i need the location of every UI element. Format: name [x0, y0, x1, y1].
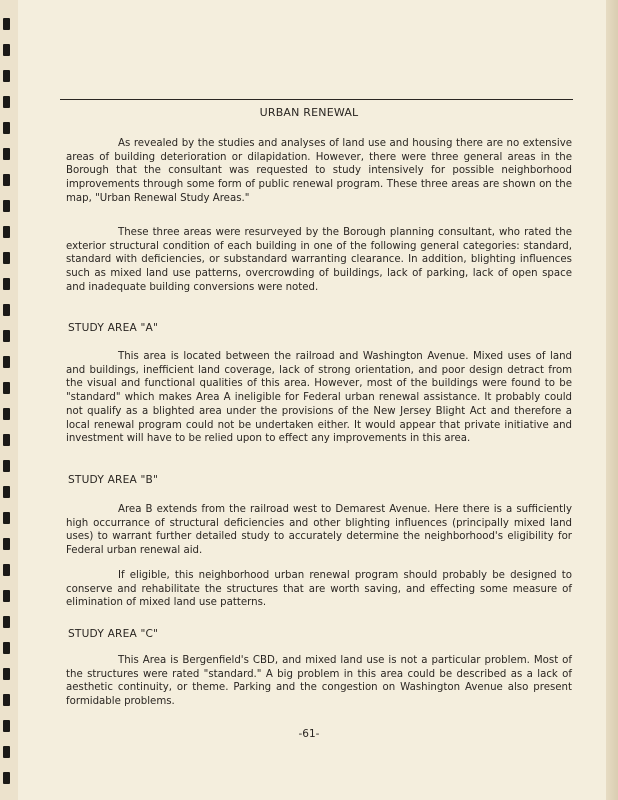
- binding-coil: [3, 668, 10, 680]
- page-title: URBAN RENEWAL: [259, 106, 359, 119]
- study-area-a-paragraph: This area is located between the railroad and Washington Avenue. Mixed uses of land and buildings, inefficient land coverage, lack of strong orientation, and poor design detract from the visual and functional qualities of this area. However, most of the buildings were found to be "standard" which makes Area A ineligible for Federal urban renewal assistance. It probably could not qualify as a blighted area under the provisions of the New Jersey Blight Act and therefore a local renewal program could not be undertaken either. It would appear that private initiative and investment will have to be relied upon to effect any improvements in this area.: [66, 351, 572, 445]
- spiral-binding: [0, 0, 18, 800]
- binding-coil: [3, 226, 10, 238]
- binding-coil: [3, 382, 10, 394]
- binding-coil: [3, 616, 10, 628]
- binding-coil: [3, 330, 10, 342]
- page-edge: [606, 0, 618, 800]
- header-rule: [60, 99, 573, 100]
- binding-coil: [3, 174, 10, 186]
- binding-coil: [3, 70, 10, 82]
- binding-coil: [3, 148, 10, 160]
- binding-coil: [3, 564, 10, 576]
- binding-coil: [3, 434, 10, 446]
- binding-coil: [3, 512, 10, 524]
- study-area-b-paragraph-2: If eligible, this neighborhood urban renewal program should probably be designed to conserve and rehabilitate the structures that are worth saving, and effecting some measure of elimination of mixed land use patterns.: [66, 570, 572, 609]
- binding-coil: [3, 200, 10, 212]
- study-area-b-heading: STUDY AREA "B": [68, 474, 159, 486]
- binding-coil: [3, 746, 10, 758]
- binding-coil: [3, 538, 10, 550]
- binding-coil: [3, 772, 10, 784]
- binding-coil: [3, 278, 10, 290]
- binding-coil: [3, 694, 10, 706]
- study-area-b-paragraph-1: Area B extends from the railroad west to Demarest Avenue. Here there is a sufficiently high occurrance of structural deficiencies and other blighting influences (principally mixed land uses) to warrant further detailed study to accurately determine the neighborhood's eligibility for Federal urban renewal aid.: [66, 504, 572, 557]
- study-area-a-heading: STUDY AREA "A": [68, 322, 159, 334]
- binding-coil: [3, 44, 10, 56]
- binding-coil: [3, 252, 10, 264]
- study-area-c-paragraph: This Area is Bergenfield's CBD, and mixed land use is not a particular problem. Most of the structures were rated "standard." A big problem in this area could be described as a lack of aesthetic continuity, or theme. Parking and the congestion on Washington Avenue also present formidable problems.: [66, 655, 572, 708]
- binding-coil: [3, 590, 10, 602]
- intro-paragraph-2: These three areas were resurveyed by the Borough planning consultant, who rated the exterior structural condition of each building in one of the following general categories: standard, standard with deficiencies, or substandard warranting clearance. In addition, blighting influences such as mixed land use patterns, overcrowding of buildings, lack of parking, lack of open space and inadequate building conversions were noted.: [66, 227, 572, 293]
- binding-coil: [3, 122, 10, 134]
- binding-coil: [3, 304, 10, 316]
- binding-coil: [3, 408, 10, 420]
- binding-coil: [3, 460, 10, 472]
- intro-paragraph-1: As revealed by the studies and analyses of land use and housing there are no extensive areas of building deterioration or dilapidation. However, there were three general areas in the Borough that the consultant was requested to study intensively for possible neighborhood improvements through some form of public renewal program. These three areas are shown on the map, "Urban Renewal Study Areas.": [66, 138, 572, 204]
- study-area-c-heading: STUDY AREA "C": [68, 628, 159, 640]
- binding-coil: [3, 356, 10, 368]
- page-number: -61-: [298, 728, 320, 740]
- binding-coil: [3, 18, 10, 30]
- binding-coil: [3, 642, 10, 654]
- binding-coil: [3, 486, 10, 498]
